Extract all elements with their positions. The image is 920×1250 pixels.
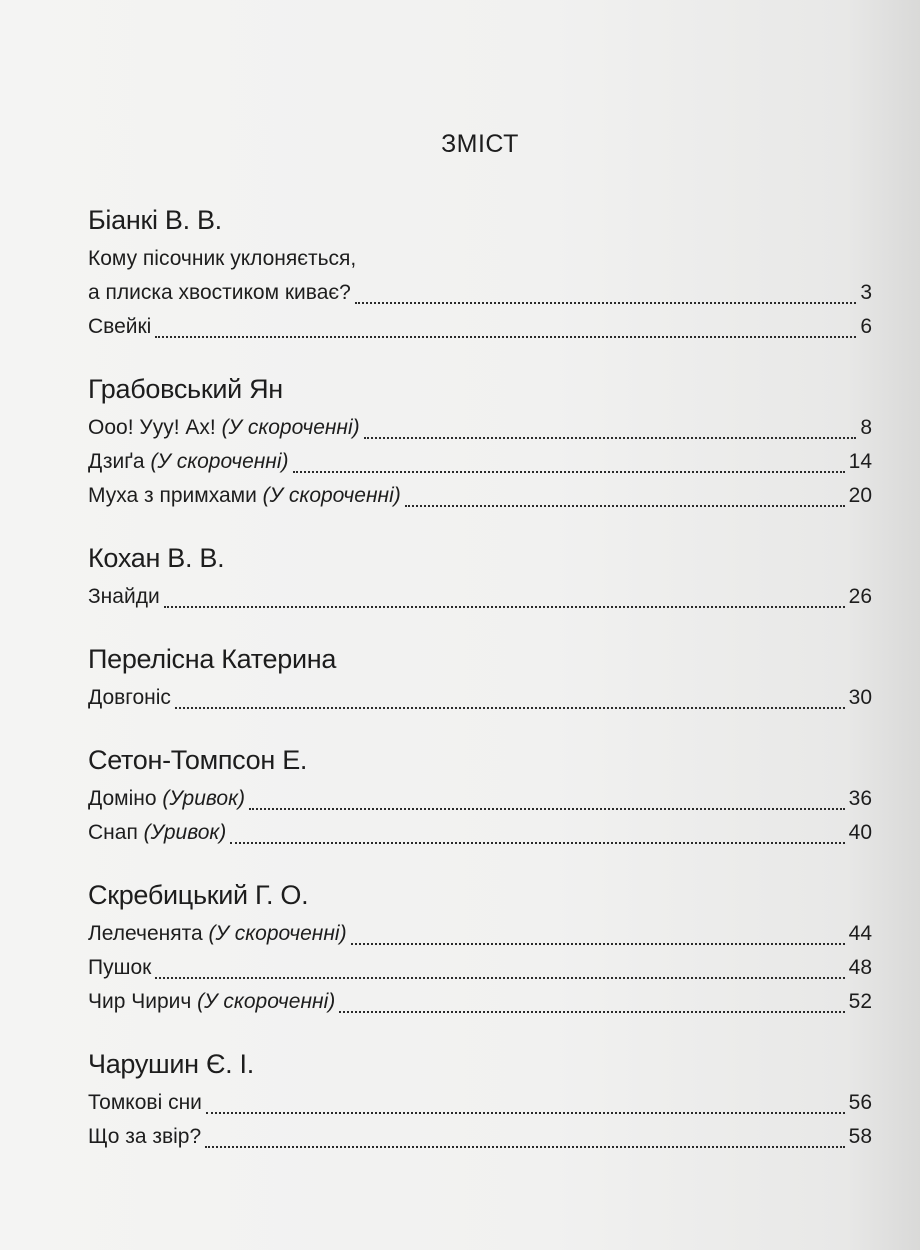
entry-title: а плиска хвостиком киває? [88, 281, 351, 304]
dot-leader [339, 1010, 844, 1013]
entry-note: (Уривок) [143, 821, 227, 844]
table-of-contents [88, 126, 872, 1181]
page-number: 56 [848, 1091, 872, 1114]
page-number: 58 [848, 1125, 872, 1148]
toc-section [88, 877, 872, 1019]
dot-leader [405, 504, 845, 507]
entry-note: (У скороченні) [208, 922, 347, 945]
entry-title: Пушок [88, 956, 152, 979]
dot-leader [351, 942, 845, 945]
page-number: 3 [860, 281, 872, 304]
entry-title: Чир Чирич [88, 990, 192, 1013]
entry-title-line: Кому пісочник уклоняється, [88, 247, 357, 270]
entry-title: Муха з примхами [88, 484, 257, 507]
dot-leader [355, 301, 857, 304]
dot-leader [175, 706, 845, 709]
entry-title: Ооо! Ууу! Ах! [88, 416, 216, 439]
entry-title: Снап [88, 821, 138, 844]
entry-title: Знайди [88, 585, 160, 608]
toc-entry[interactable] [88, 917, 872, 951]
page-number: 14 [848, 450, 872, 473]
toc-entry[interactable] [88, 951, 872, 985]
toc-entry[interactable] [88, 276, 872, 310]
author-heading: Скребицький Г. О. [88, 880, 309, 910]
page-number: 48 [848, 956, 872, 979]
toc-section [88, 1046, 872, 1154]
toc-entry[interactable] [88, 1120, 872, 1154]
dot-leader [293, 470, 845, 473]
toc-entry[interactable] [88, 681, 872, 715]
author-heading: Сетон-Томпсон Е. [88, 745, 308, 775]
entry-title: Дзиґа [88, 450, 145, 473]
entry-note: (У скороченні) [150, 450, 289, 473]
author-heading: Біанкі В. В. [88, 205, 222, 235]
toc-entry[interactable] [88, 816, 872, 850]
dot-leader [155, 335, 856, 338]
page-number: 40 [848, 821, 872, 844]
page-number: 8 [860, 416, 872, 439]
entry-title: Лелеченята [88, 922, 203, 945]
page-number: 26 [848, 585, 872, 608]
entry-title: Довгоніс [88, 686, 171, 709]
page-number: 30 [848, 686, 872, 709]
toc-entry[interactable] [88, 985, 872, 1019]
author-heading: Грабовський Ян [88, 374, 283, 404]
entry-note: (Уривок) [162, 787, 246, 810]
dot-leader [164, 605, 845, 608]
author-heading: Чарушин Є. І. [88, 1049, 254, 1079]
dot-leader [205, 1145, 844, 1148]
dot-leader [206, 1111, 845, 1114]
dot-leader [364, 436, 857, 439]
page-number: 44 [848, 922, 872, 945]
toc-list [88, 202, 872, 1154]
entry-title: Доміно [88, 787, 157, 810]
page-number: 6 [860, 315, 872, 338]
entry-note: (У скороченні) [221, 416, 360, 439]
toc-section [88, 742, 872, 850]
toc-entry[interactable] [88, 479, 872, 513]
toc-section [88, 641, 872, 715]
toc-section [88, 540, 872, 614]
toc-entry[interactable] [88, 782, 872, 816]
toc-entry[interactable] [88, 445, 872, 479]
entry-title: Томкові сни [88, 1091, 202, 1114]
toc-section [88, 371, 872, 513]
page-title: ЗМІСТ [441, 130, 519, 158]
toc-entry[interactable] [88, 310, 872, 344]
entry-note: (У скороченні) [197, 990, 336, 1013]
toc-entry[interactable] [88, 411, 872, 445]
entry-title: Що за звір? [88, 1125, 202, 1148]
toc-section [88, 202, 872, 344]
author-heading: Перелісна Катерина [88, 644, 337, 674]
entry-note: (У скороченні) [262, 484, 401, 507]
toc-entry[interactable] [88, 1086, 872, 1120]
dot-leader [155, 976, 844, 979]
page-number: 20 [848, 484, 872, 507]
dot-leader [249, 807, 845, 810]
entry-title: Свейкі [88, 315, 152, 338]
toc-entry[interactable] [88, 580, 872, 614]
author-heading: Кохан В. В. [88, 543, 225, 573]
page-number: 52 [848, 990, 872, 1013]
page-number: 36 [848, 787, 872, 810]
dot-leader [230, 841, 844, 844]
